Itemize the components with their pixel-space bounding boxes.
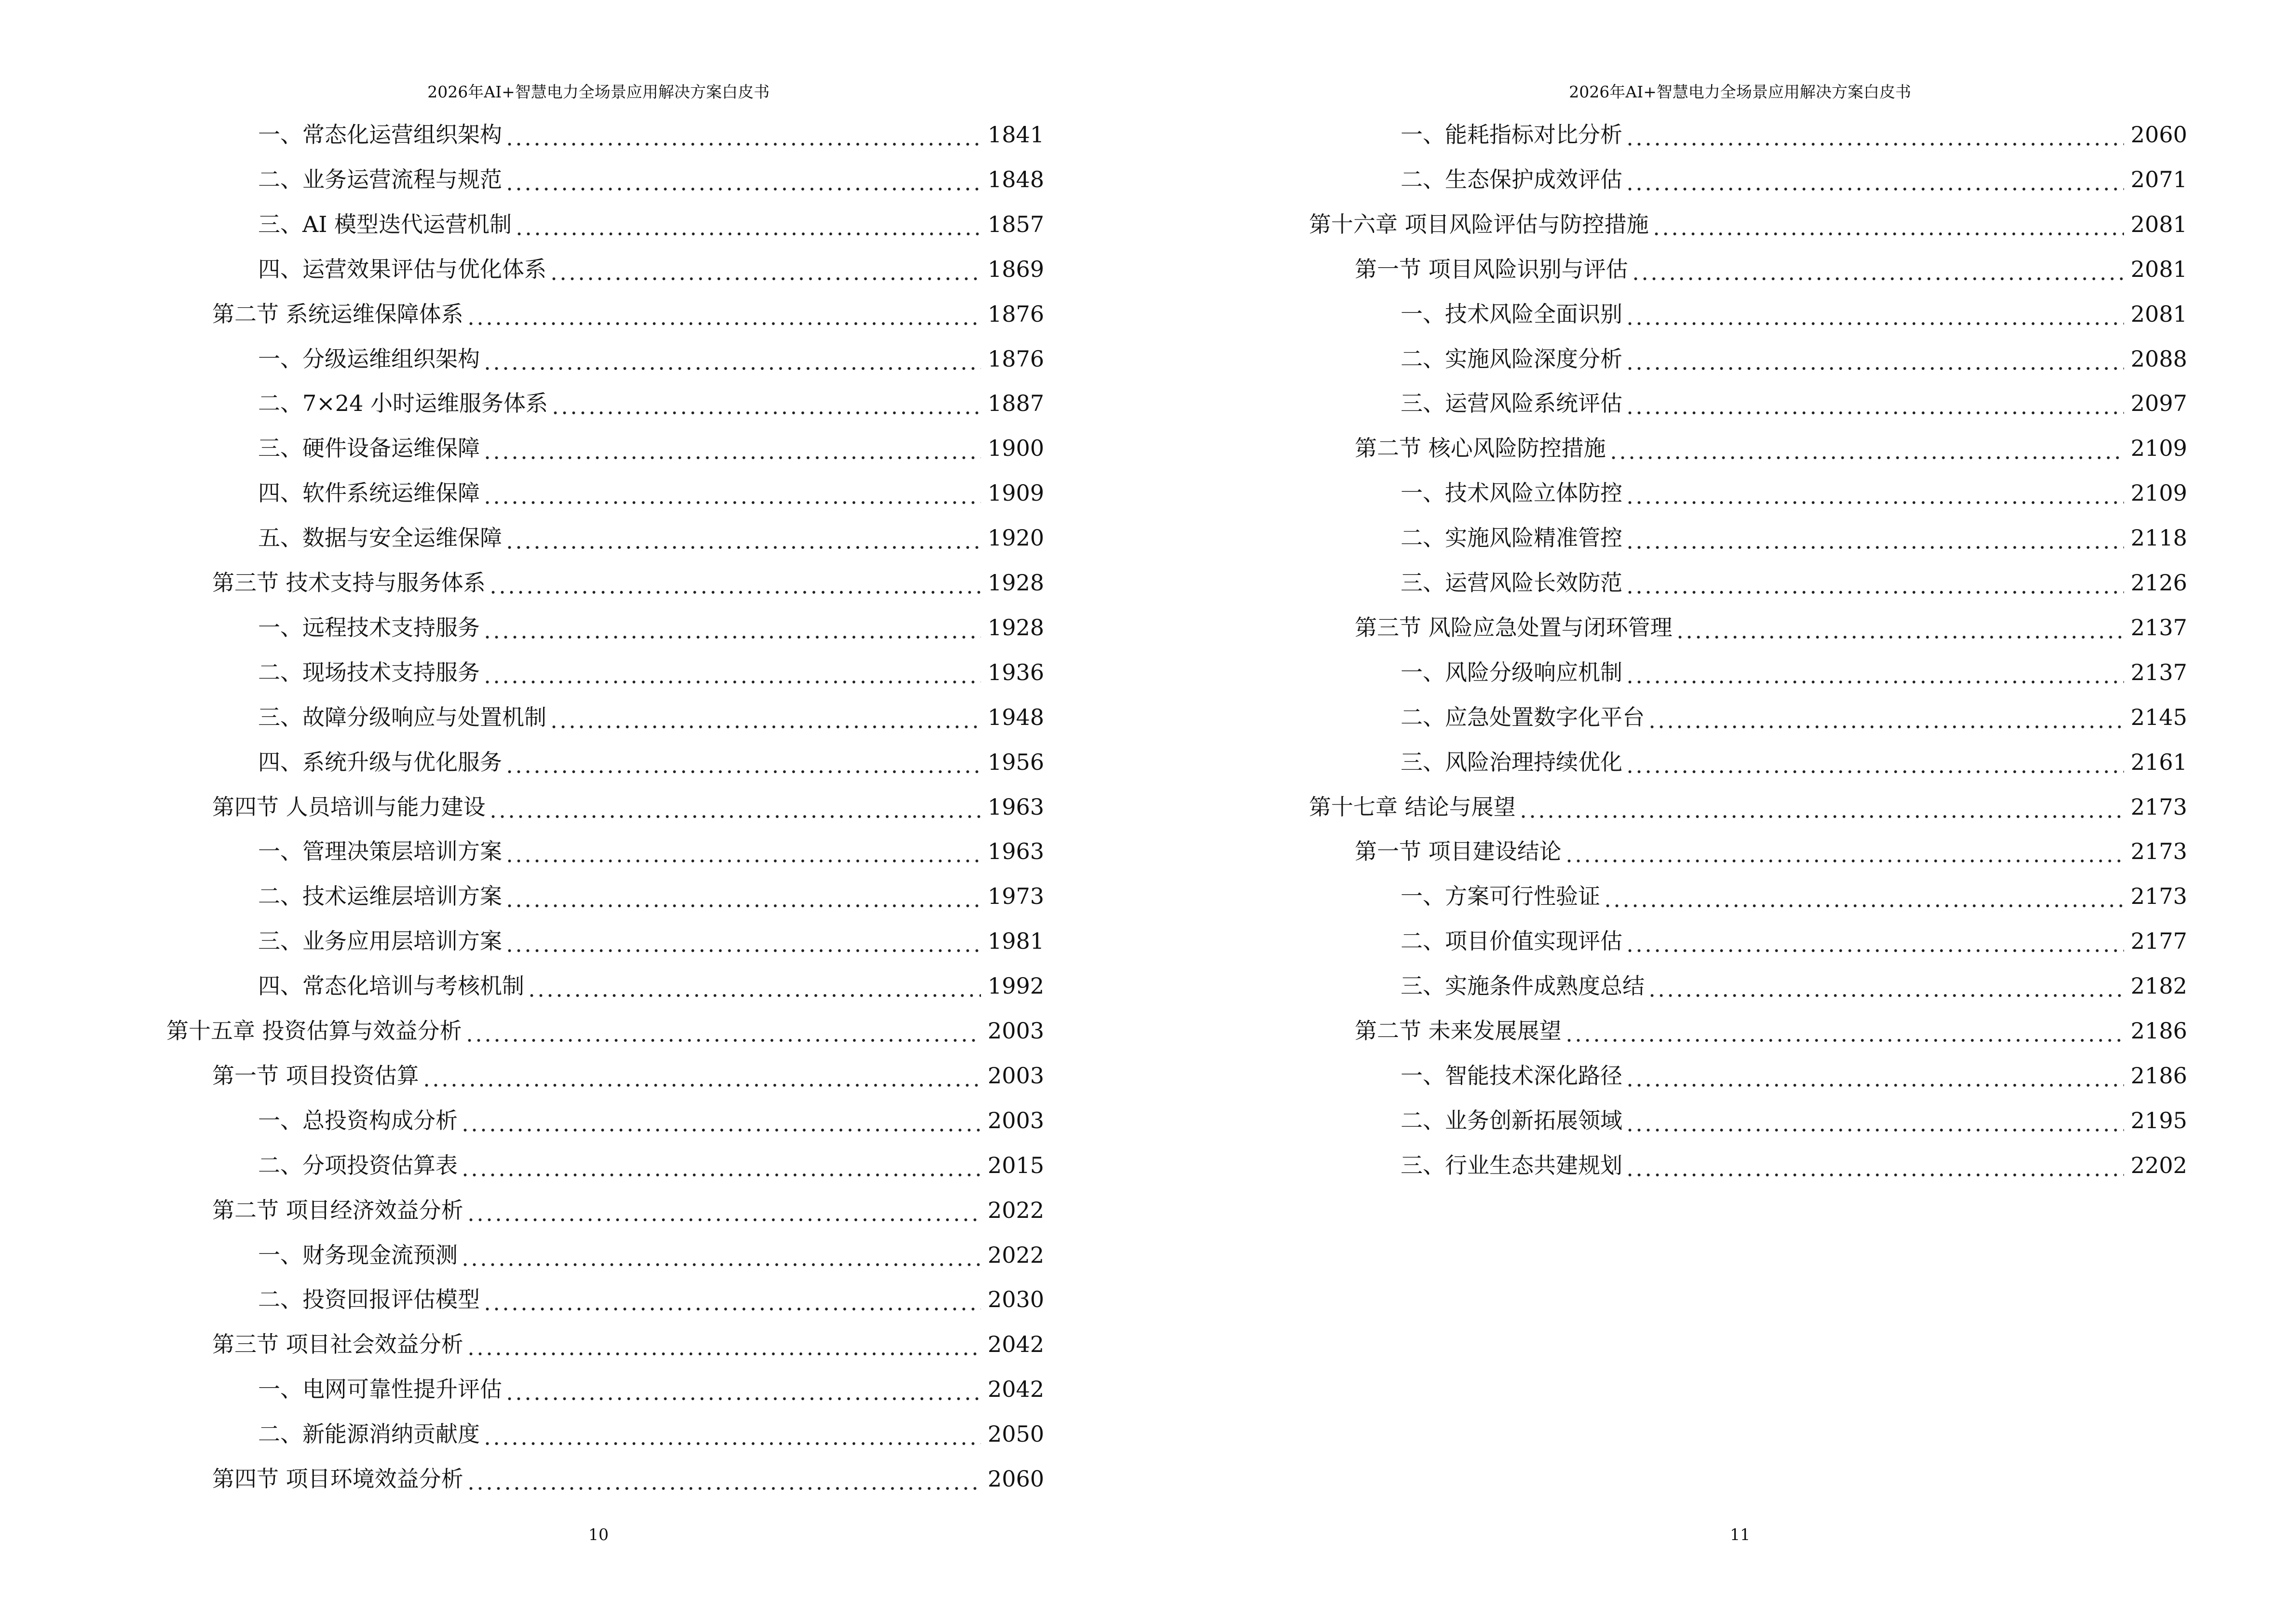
toc-entry-level-3[interactable]	[258, 702, 1044, 732]
toc-entry-title: 第三节 技术支持与服务体系	[212, 570, 486, 596]
dot-leader	[505, 164, 981, 194]
toc-entry-page: 2042	[987, 1376, 1044, 1403]
toc-entry-level-2[interactable]	[212, 1329, 1044, 1359]
toc-entry-level-3[interactable]	[258, 881, 1044, 911]
toc-entry-title: 第一节 项目风险识别与评估	[1355, 256, 1628, 282]
toc-entry-page: 2081	[2130, 300, 2187, 327]
dot-leader	[1625, 747, 2124, 777]
dot-leader	[505, 836, 981, 866]
toc-entry-title: 二、生态保护成效评估	[1401, 166, 1622, 192]
toc-entry-title: 第十六章 项目风险评估与防控措施	[1309, 211, 1649, 237]
toc-entry-title: 二、实施风险精准管控	[1401, 525, 1622, 551]
toc-entry-title: 二、项目价值实现评估	[1401, 928, 1622, 955]
toc-entry-title: 第四节 人员培训与能力建设	[212, 793, 486, 820]
running-header: 2026年AI+智慧电力全场景应用解决方案白皮书	[1569, 82, 1911, 101]
dot-leader	[1647, 971, 2124, 1001]
toc-entry-title: 四、运营效果评估与优化体系	[258, 256, 546, 282]
toc-entry-title: 一、管理决策层培训方案	[258, 838, 502, 865]
dot-leader	[461, 1240, 981, 1270]
toc-entry-level-3[interactable]	[1401, 881, 2187, 911]
toc-entry-title: 二、7×24 小时运维服务体系	[258, 390, 548, 417]
toc-entry-title: 三、运营风险系统评估	[1401, 390, 1622, 417]
toc-entry-level-3[interactable]	[258, 209, 1044, 239]
toc-entry-title: 三、AI 模型迭代运营机制	[258, 211, 512, 237]
toc-entry-page: 2088	[2130, 345, 2187, 372]
dot-leader	[1625, 299, 2124, 329]
toc-entry-page: 2081	[2130, 256, 2187, 282]
dot-leader	[422, 1061, 981, 1091]
toc-entry-level-2[interactable]	[212, 1061, 1044, 1091]
toc-entry-level-3[interactable]	[1401, 747, 2187, 777]
dot-leader	[551, 388, 981, 418]
dot-leader	[483, 344, 981, 374]
toc-entry-level-3[interactable]	[1401, 568, 2187, 598]
toc-entry-page: 2022	[987, 1197, 1044, 1223]
dot-leader	[1625, 1105, 2124, 1135]
toc-entry-title: 三、业务应用层培训方案	[258, 928, 502, 955]
dot-leader	[1625, 344, 2124, 374]
page-number: 11	[1730, 1525, 1750, 1544]
dot-leader	[483, 1284, 981, 1314]
dot-leader	[1652, 209, 2124, 239]
toc-entry-title: 第一节 项目建设结论	[1355, 838, 1562, 865]
toc-entry-page: 2050	[987, 1421, 1044, 1447]
toc-entry-level-3[interactable]	[1401, 164, 2187, 194]
toc-entry-level-2[interactable]	[1355, 836, 2187, 866]
dot-leader	[461, 1150, 981, 1180]
page-number: 10	[588, 1525, 609, 1544]
toc-entry-page: 2003	[987, 1107, 1044, 1133]
toc-entry-level-2[interactable]	[1355, 613, 2187, 642]
toc-entry-level-3[interactable]	[1401, 971, 2187, 1001]
toc-entry-title: 二、现场技术支持服务	[258, 659, 480, 685]
dot-leader	[483, 613, 981, 642]
toc-entry-title: 一、财务现金流预测	[258, 1242, 458, 1268]
toc-entry-title: 二、业务运营流程与规范	[258, 166, 502, 192]
toc-entry-title: 第二节 核心风险防控措施	[1355, 435, 1606, 462]
toc-entry-page: 2118	[2130, 525, 2187, 551]
dot-leader	[505, 747, 981, 777]
toc-entry-level-2[interactable]	[212, 1195, 1044, 1225]
toc-entry-title: 二、分项投资估算表	[258, 1152, 458, 1178]
toc-entry-level-2[interactable]	[1355, 1016, 2187, 1046]
toc-entry-page: 1848	[987, 166, 1044, 192]
toc-entry-page: 2081	[2130, 211, 2187, 237]
dot-leader	[1625, 388, 2124, 418]
dot-leader	[1625, 1061, 2124, 1091]
toc-entry-level-3[interactable]	[258, 433, 1044, 463]
toc-entry-page: 2126	[2130, 570, 2187, 596]
toc-entry-page: 2015	[987, 1152, 1044, 1178]
toc-entry-level-3[interactable]	[258, 1105, 1044, 1135]
dot-leader	[466, 1329, 981, 1359]
toc-entry-page: 1887	[987, 390, 1044, 417]
toc-entry-level-3[interactable]	[258, 1150, 1044, 1180]
toc-entry-page: 2071	[2130, 166, 2187, 192]
toc-entry-title: 一、分级运维组织架构	[258, 345, 480, 372]
toc-entry-page: 2109	[2130, 480, 2187, 506]
toc-entry-page: 2177	[2130, 928, 2187, 955]
toc-entry-level-1[interactable]	[1309, 209, 2187, 239]
toc-entry-level-3[interactable]	[1401, 344, 2187, 374]
dot-leader	[505, 926, 981, 956]
dot-leader	[1675, 613, 2124, 642]
toc-entry-page: 1920	[987, 525, 1044, 551]
toc-entry-level-3[interactable]	[258, 657, 1044, 687]
dot-leader	[483, 657, 981, 687]
toc-entry-page: 2161	[2130, 749, 2187, 775]
dot-leader	[1625, 926, 2124, 956]
dot-leader	[489, 792, 981, 822]
dot-leader	[1565, 1016, 2124, 1046]
toc-entry-page: 1857	[987, 211, 1044, 237]
toc-entry-title: 第二节 项目经济效益分析	[212, 1197, 463, 1223]
toc-entry-page: 1900	[987, 435, 1044, 462]
toc-entry-page: 1956	[987, 749, 1044, 775]
toc-entry-page: 1876	[987, 345, 1044, 372]
toc-entry-page: 2030	[987, 1286, 1044, 1313]
dot-leader	[505, 1374, 981, 1404]
dot-leader	[505, 881, 981, 911]
dot-leader	[466, 299, 981, 329]
toc-entry-title: 一、电网可靠性提升评估	[258, 1376, 502, 1403]
toc-entry-page: 2182	[2130, 973, 2187, 999]
toc-entry-page: 2022	[987, 1242, 1044, 1268]
dot-leader	[466, 1464, 981, 1494]
toc-entry-level-3[interactable]	[258, 1419, 1044, 1449]
toc-entry-page: 2173	[2130, 793, 2187, 820]
toc-entry-level-3[interactable]	[258, 388, 1044, 418]
dot-leader	[1647, 702, 2124, 732]
toc-entry-level-3[interactable]	[1401, 523, 2187, 553]
dot-leader	[483, 433, 981, 463]
toc-entry-level-2[interactable]	[212, 1464, 1044, 1494]
toc-entry-title: 二、新能源消纳贡献度	[258, 1421, 480, 1447]
toc-page-right	[1144, 0, 2287, 1624]
toc-entry-page: 1981	[987, 928, 1044, 955]
toc-entry-page: 1876	[987, 300, 1044, 327]
toc-entry-page: 2186	[2130, 1062, 2187, 1089]
dot-leader	[1625, 120, 2124, 150]
toc-entry-level-3[interactable]	[1401, 120, 2187, 150]
toc-entry-page: 2042	[987, 1331, 1044, 1358]
toc-entry-title: 一、风险分级响应机制	[1401, 659, 1622, 685]
running-header: 2026年AI+智慧电力全场景应用解决方案白皮书	[427, 82, 770, 101]
toc-entry-level-3[interactable]	[1401, 1150, 2187, 1180]
toc-entry-level-3[interactable]	[258, 523, 1044, 553]
toc-entry-page: 2173	[2130, 838, 2187, 865]
toc-entry-level-3[interactable]	[258, 926, 1044, 956]
toc-entry-page: 2186	[2130, 1018, 2187, 1044]
toc-entry-title: 第四节 项目环境效益分析	[212, 1466, 463, 1492]
dot-leader	[1625, 478, 2124, 508]
toc-entry-page: 2195	[2130, 1107, 2187, 1133]
toc-entry-level-3[interactable]	[258, 478, 1044, 508]
toc-entry-title: 四、软件系统运维保障	[258, 480, 480, 506]
dot-leader	[489, 568, 981, 598]
toc-entry-level-3[interactable]	[258, 836, 1044, 866]
toc-entry-level-3[interactable]	[258, 120, 1044, 150]
toc-entry-title: 一、常态化运营组织架构	[258, 122, 502, 148]
toc-entry-level-3[interactable]	[258, 164, 1044, 194]
toc-entry-title: 一、远程技术支持服务	[258, 614, 480, 641]
dot-leader	[465, 1016, 981, 1046]
dot-leader	[1625, 523, 2124, 553]
toc-entry-level-2[interactable]	[1355, 254, 2187, 284]
toc-entry-title: 一、技术风险全面识别	[1401, 300, 1622, 327]
toc-entry-title: 第十七章 结论与展望	[1309, 793, 1516, 820]
toc-entry-title: 一、技术风险立体防控	[1401, 480, 1622, 506]
toc-entry-title: 二、业务创新拓展领域	[1401, 1107, 1622, 1133]
dot-leader	[515, 209, 981, 239]
dot-leader	[1625, 657, 2124, 687]
dot-leader	[1609, 433, 2124, 463]
toc-entry-page: 2003	[987, 1018, 1044, 1044]
toc-entry-title: 五、数据与安全运维保障	[258, 525, 502, 551]
toc-entry-page: 2137	[2130, 614, 2187, 641]
toc-entry-title: 三、运营风险长效防范	[1401, 570, 1622, 596]
toc-entry-title: 第二节 系统运维保障体系	[212, 300, 463, 327]
toc-entry-title: 三、故障分级响应与处置机制	[258, 704, 546, 730]
toc-entry-page: 1909	[987, 480, 1044, 506]
toc-entry-level-3[interactable]	[258, 613, 1044, 642]
toc-entry-level-3[interactable]	[258, 254, 1044, 284]
toc-entry-title: 三、风险治理持续优化	[1401, 749, 1622, 775]
toc-entry-title: 第二节 未来发展展望	[1355, 1018, 1562, 1044]
toc-entry-title: 第三节 风险应急处置与闭环管理	[1355, 614, 1673, 641]
toc-entry-level-3[interactable]	[1401, 657, 2187, 687]
toc-entry-level-2[interactable]	[212, 792, 1044, 822]
toc-entry-title: 二、应急处置数字化平台	[1401, 704, 1645, 730]
toc-entry-title: 第十五章 投资估算与效益分析	[166, 1018, 462, 1044]
toc-entry-level-2[interactable]	[212, 568, 1044, 598]
dot-leader	[505, 120, 981, 150]
toc-entry-level-3[interactable]	[1401, 299, 2187, 329]
toc-entry-page: 1963	[987, 838, 1044, 865]
toc-entry-title: 一、智能技术深化路径	[1401, 1062, 1622, 1089]
toc-entry-level-3[interactable]	[1401, 926, 2187, 956]
dot-leader	[1625, 164, 2124, 194]
toc-entry-level-1[interactable]	[1309, 792, 2187, 822]
dot-leader	[1603, 881, 2124, 911]
toc-entry-title: 四、系统升级与优化服务	[258, 749, 502, 775]
toc-entry-level-3[interactable]	[1401, 388, 2187, 418]
dot-leader	[483, 478, 981, 508]
toc-entry-page: 2060	[2130, 122, 2187, 148]
toc-entry-page: 2173	[2130, 883, 2187, 910]
toc-entry-title: 二、投资回报评估模型	[258, 1286, 480, 1313]
toc-entry-page: 2137	[2130, 659, 2187, 685]
dot-leader	[505, 523, 981, 553]
dot-leader	[1519, 792, 2124, 822]
toc-entry-page: 2060	[987, 1466, 1044, 1492]
toc-entry-title: 第三节 项目社会效益分析	[212, 1331, 463, 1358]
toc-entry-page: 1928	[987, 570, 1044, 596]
dot-leader	[1625, 1150, 2124, 1180]
toc-entry-page: 1992	[987, 973, 1044, 999]
toc-entry-page: 2145	[2130, 704, 2187, 730]
toc-entry-page: 1948	[987, 704, 1044, 730]
toc-entry-title: 第一节 项目投资估算	[212, 1062, 419, 1089]
dot-leader	[1565, 836, 2124, 866]
toc-entry-level-3[interactable]	[258, 747, 1044, 777]
toc-entry-level-3[interactable]	[1401, 1105, 2187, 1135]
toc-entry-level-3[interactable]	[1401, 1061, 2187, 1091]
toc-entry-page: 2109	[2130, 435, 2187, 462]
toc-entry-title: 四、常态化培训与考核机制	[258, 973, 524, 999]
dot-leader	[461, 1105, 981, 1135]
toc-entry-title: 三、硬件设备运维保障	[258, 435, 480, 462]
toc-entry-page: 2097	[2130, 390, 2187, 417]
toc-entry-title: 三、实施条件成熟度总结	[1401, 973, 1645, 999]
toc-entry-level-3[interactable]	[1401, 478, 2187, 508]
toc-entry-page: 1936	[987, 659, 1044, 685]
dot-leader	[549, 254, 981, 284]
toc-entry-level-3[interactable]	[258, 971, 1044, 1001]
toc-entry-title: 一、总投资构成分析	[258, 1107, 458, 1133]
toc-entry-page: 1963	[987, 793, 1044, 820]
toc-entry-title: 一、能耗指标对比分析	[1401, 122, 1622, 148]
toc-entry-page: 2003	[987, 1062, 1044, 1089]
dot-leader	[527, 971, 981, 1001]
toc-entry-level-3[interactable]	[258, 344, 1044, 374]
toc-entry-page: 1841	[987, 122, 1044, 148]
toc-entry-title: 二、技术运维层培训方案	[258, 883, 502, 910]
toc-entry-page: 1928	[987, 614, 1044, 641]
toc-entry-page: 1973	[987, 883, 1044, 910]
toc-entry-level-3[interactable]	[258, 1374, 1044, 1404]
toc-entry-page: 1869	[987, 256, 1044, 282]
toc-entry-title: 三、行业生态共建规划	[1401, 1152, 1622, 1178]
toc-entry-level-2[interactable]	[212, 299, 1044, 329]
toc-entry-title: 二、实施风险深度分析	[1401, 345, 1622, 372]
toc-entry-title: 一、方案可行性验证	[1401, 883, 1600, 910]
dot-leader	[466, 1195, 981, 1225]
toc-entry-level-3[interactable]	[258, 1240, 1044, 1270]
dot-leader	[483, 1419, 981, 1449]
toc-entry-level-1[interactable]	[166, 1016, 1044, 1046]
toc-entry-level-3[interactable]	[1401, 702, 2187, 732]
dot-leader	[1631, 254, 2124, 284]
toc-entry-level-2[interactable]	[1355, 433, 2187, 463]
toc-entry-level-3[interactable]	[258, 1284, 1044, 1314]
dot-leader	[1625, 568, 2124, 598]
toc-entry-page: 2202	[2130, 1152, 2187, 1178]
dot-leader	[549, 702, 981, 732]
